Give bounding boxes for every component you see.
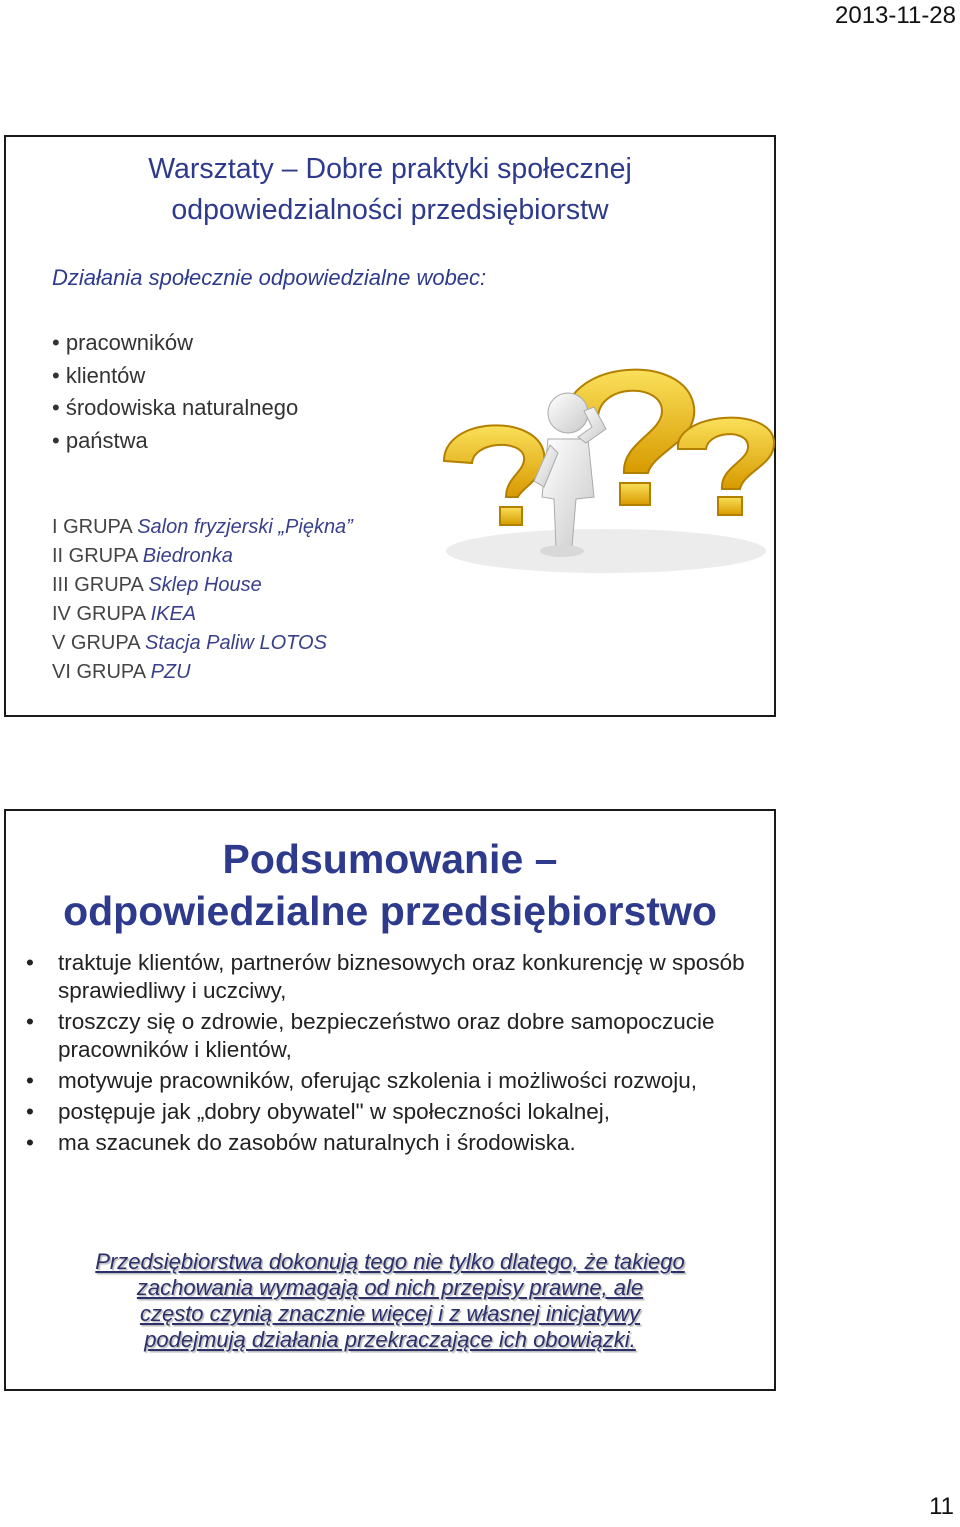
group-company: IKEA	[150, 603, 197, 625]
slide2-title-line2: odpowiedzialne przedsiębiorstwo	[63, 888, 717, 934]
group-name: I GRUPA	[52, 516, 132, 538]
slide1-title-line1: Warsztaty – Dobre praktyki społecznej	[148, 153, 632, 185]
group-name: VI GRUPA	[52, 661, 145, 683]
group-company: Sklep House	[148, 574, 262, 596]
group-name: III GRUPA	[52, 574, 143, 596]
slide1-subtitle: Działania społecznie odpowiedzialne wobec:	[52, 265, 487, 290]
note-line: podejmują działania przekraczające ich obowiązki.	[144, 1327, 636, 1352]
list-item: • postępuje jak „dobry obywatel" w społeczności lokalnej,	[26, 1098, 746, 1126]
group-company: Salon fryzjerski „Piękna”	[137, 516, 353, 538]
group-list	[52, 513, 353, 687]
group-item	[52, 542, 353, 571]
slide1-title	[6, 149, 774, 231]
question-marks-illustration	[426, 321, 776, 595]
page-number: 11	[929, 1493, 954, 1520]
floor-shadow	[446, 529, 766, 573]
summary-note	[24, 1249, 756, 1353]
group-company: Biedronka	[142, 545, 233, 567]
question-mark-left-icon	[444, 425, 544, 525]
slide2-title-line1: Podsumowanie –	[222, 836, 558, 882]
list-item: • klientów	[52, 360, 298, 393]
group-name: II GRUPA	[52, 545, 138, 567]
list-item: • ma szacunek do zasobów naturalnych i środowiska.	[26, 1129, 746, 1157]
list-item: • motywuje pracowników, oferując szkolenia i możliwości rozwoju,	[26, 1067, 746, 1095]
group-item	[52, 571, 353, 600]
slide-summary	[4, 809, 776, 1391]
list-item: • pracowników	[52, 327, 298, 360]
slide-workshops	[4, 135, 776, 717]
question-mark-right-icon	[678, 418, 774, 515]
list-item: • państwa	[52, 425, 298, 458]
note-line: Przedsiębiorstwa dokonują tego nie tylko dlatego, że takiego	[95, 1249, 685, 1274]
list-item: • troszczy się o zdrowie, bezpieczeństwo oraz dobre samopoczucie pracowników i klientów,	[26, 1008, 746, 1064]
slide2-title	[6, 833, 774, 937]
note-line: często czynią znacznie więcej i z własnej inicjatywy	[139, 1301, 641, 1326]
group-item	[52, 629, 353, 658]
group-company: PZU	[150, 661, 191, 683]
group-item	[52, 600, 353, 629]
group-name: V GRUPA	[52, 632, 140, 654]
summary-list	[26, 949, 746, 1160]
group-item	[52, 658, 353, 687]
group-item	[52, 513, 353, 542]
page-date: 2013-11-28	[835, 2, 956, 29]
group-name: IV GRUPA	[52, 603, 145, 625]
list-item: • środowiska naturalnego	[52, 392, 298, 425]
note-line: zachowania wymagają od nich przepisy prawne, ale	[136, 1275, 644, 1300]
group-company: Stacja Paliw LOTOS	[145, 632, 327, 654]
list-item: • traktuje klientów, partnerów biznesowych oraz konkurencję w sposób sprawiedliwy i uczciwy,	[26, 949, 746, 1005]
slide1-title-line2: odpowiedzialności przedsiębiorstw	[171, 194, 609, 226]
stakeholder-list	[52, 327, 298, 457]
